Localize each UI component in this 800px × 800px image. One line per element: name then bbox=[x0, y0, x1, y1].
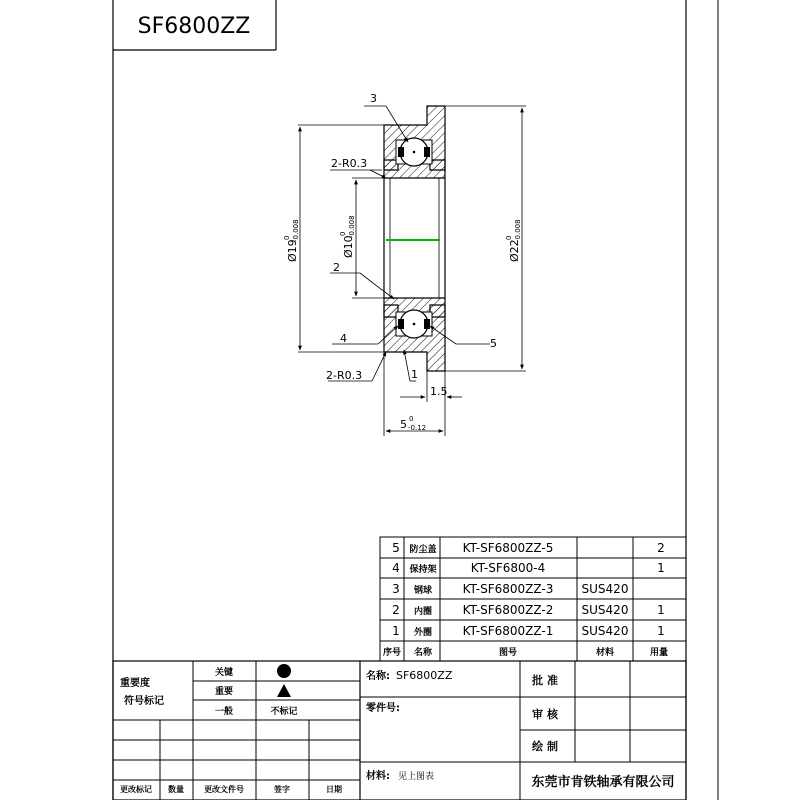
draw-label: 绘制 bbox=[532, 740, 562, 753]
general-label: 一般 bbox=[214, 707, 234, 717]
svg-text:内圈: 内圈 bbox=[413, 607, 433, 617]
svg-text:SF6800ZZ: SF6800ZZ bbox=[396, 669, 453, 682]
svg-text:外圈: 外圈 bbox=[413, 628, 433, 638]
chamfer-top-label: 2-R0.3 bbox=[331, 157, 368, 170]
flange-width-label: 1.5 bbox=[430, 385, 448, 398]
svg-text:-0.008: -0.008 bbox=[292, 219, 300, 242]
important-label: 重要 bbox=[214, 687, 234, 697]
svg-text:1: 1 bbox=[657, 603, 665, 617]
approve-label: 批准 bbox=[532, 674, 562, 687]
no-mark-label: 不标记 bbox=[270, 707, 298, 717]
svg-text:KT-SF6800ZZ-2: KT-SF6800ZZ-2 bbox=[462, 603, 554, 617]
svg-text:Ø22: Ø22 bbox=[508, 239, 521, 262]
svg-text:0: 0 bbox=[505, 235, 513, 240]
svg-text:-0.008: -0.008 bbox=[514, 219, 522, 242]
svg-text:见上图表: 见上图表 bbox=[398, 772, 435, 782]
svg-text:Ø10: Ø10 bbox=[342, 235, 355, 258]
svg-text:0: 0 bbox=[409, 415, 414, 423]
svg-text:2: 2 bbox=[657, 541, 665, 555]
part-label-3: 3 bbox=[370, 92, 377, 105]
svg-text:0: 0 bbox=[339, 231, 347, 236]
change-mark-label: 更改标记 bbox=[120, 785, 152, 794]
bom-row bbox=[392, 561, 665, 575]
chamfer-bottom-label: 2-R0.3 bbox=[326, 369, 363, 382]
name-field bbox=[366, 669, 453, 682]
importance-label: 重要度 bbox=[120, 678, 150, 689]
symbol-mark-label: 符号标记 bbox=[124, 696, 164, 707]
svg-text:Ø19: Ø19 bbox=[286, 239, 299, 262]
part-no-label: 零件号: bbox=[366, 703, 400, 714]
key-label: 关键 bbox=[214, 668, 234, 678]
bom-row bbox=[392, 603, 665, 617]
material-field bbox=[366, 769, 434, 782]
svg-text:名称:: 名称: bbox=[366, 671, 390, 682]
svg-text:-0.12: -0.12 bbox=[408, 424, 427, 432]
bom-header bbox=[383, 646, 668, 658]
svg-text:KT-SF6800ZZ-5: KT-SF6800ZZ-5 bbox=[462, 541, 554, 555]
svg-text:1: 1 bbox=[392, 624, 400, 638]
svg-text:保持架: 保持架 bbox=[409, 565, 437, 575]
svg-text:序号: 序号 bbox=[382, 648, 402, 658]
bore-dia-label bbox=[339, 215, 356, 258]
bom-row bbox=[392, 624, 665, 638]
svg-text:KT-SF6800ZZ-1: KT-SF6800ZZ-1 bbox=[462, 624, 554, 638]
quantity-label: 数量 bbox=[168, 785, 184, 794]
ball-bottom bbox=[396, 310, 432, 338]
change-doc-label: 更改文件号 bbox=[204, 785, 244, 794]
svg-text:SUS420: SUS420 bbox=[581, 582, 629, 596]
key-circle-icon bbox=[277, 664, 291, 678]
ball-top bbox=[396, 138, 432, 166]
svg-text:2: 2 bbox=[392, 603, 400, 617]
title-block bbox=[113, 661, 686, 800]
flange-dia-label bbox=[505, 219, 522, 262]
svg-text:0: 0 bbox=[283, 235, 291, 240]
svg-text:图号: 图号 bbox=[498, 648, 518, 658]
svg-text:用量: 用量 bbox=[649, 648, 669, 658]
svg-text:1: 1 bbox=[657, 561, 665, 575]
drawing-title: SF6800ZZ bbox=[137, 14, 251, 39]
bom-row bbox=[392, 541, 665, 555]
svg-text:KT-SF6800-4: KT-SF6800-4 bbox=[470, 561, 546, 575]
part-label-4: 4 bbox=[340, 332, 347, 345]
svg-text:SUS420: SUS420 bbox=[581, 624, 629, 638]
part-label-1: 1 bbox=[411, 368, 418, 381]
signature-label: 签字 bbox=[274, 785, 290, 794]
svg-text:材料: 材料 bbox=[595, 648, 615, 658]
svg-text:材料:: 材料: bbox=[366, 771, 390, 782]
svg-text:钢球: 钢球 bbox=[413, 586, 433, 596]
important-triangle-icon bbox=[277, 684, 291, 697]
svg-text:4: 4 bbox=[392, 561, 400, 575]
width-label bbox=[400, 415, 426, 432]
svg-text:1: 1 bbox=[657, 624, 665, 638]
company-name: 东莞市肯铁轴承有限公司 bbox=[531, 775, 675, 790]
bom-table bbox=[380, 537, 686, 661]
svg-text:-0.008: -0.008 bbox=[348, 215, 356, 238]
date-label: 日期 bbox=[326, 785, 342, 794]
bearing-section bbox=[384, 106, 445, 371]
part-label-2: 2 bbox=[333, 261, 340, 274]
svg-text:名称: 名称 bbox=[413, 648, 433, 658]
svg-text:SUS420: SUS420 bbox=[581, 603, 629, 617]
bom-row bbox=[392, 582, 628, 596]
svg-text:5: 5 bbox=[392, 541, 400, 555]
outer-dia-label bbox=[283, 219, 300, 262]
svg-text:5: 5 bbox=[400, 418, 407, 431]
review-label: 审核 bbox=[532, 708, 562, 721]
svg-text:3: 3 bbox=[392, 582, 400, 596]
svg-text:防尘盖: 防尘盖 bbox=[409, 545, 437, 555]
part-label-5: 5 bbox=[490, 337, 497, 350]
svg-text:KT-SF6800ZZ-3: KT-SF6800ZZ-3 bbox=[462, 582, 554, 596]
